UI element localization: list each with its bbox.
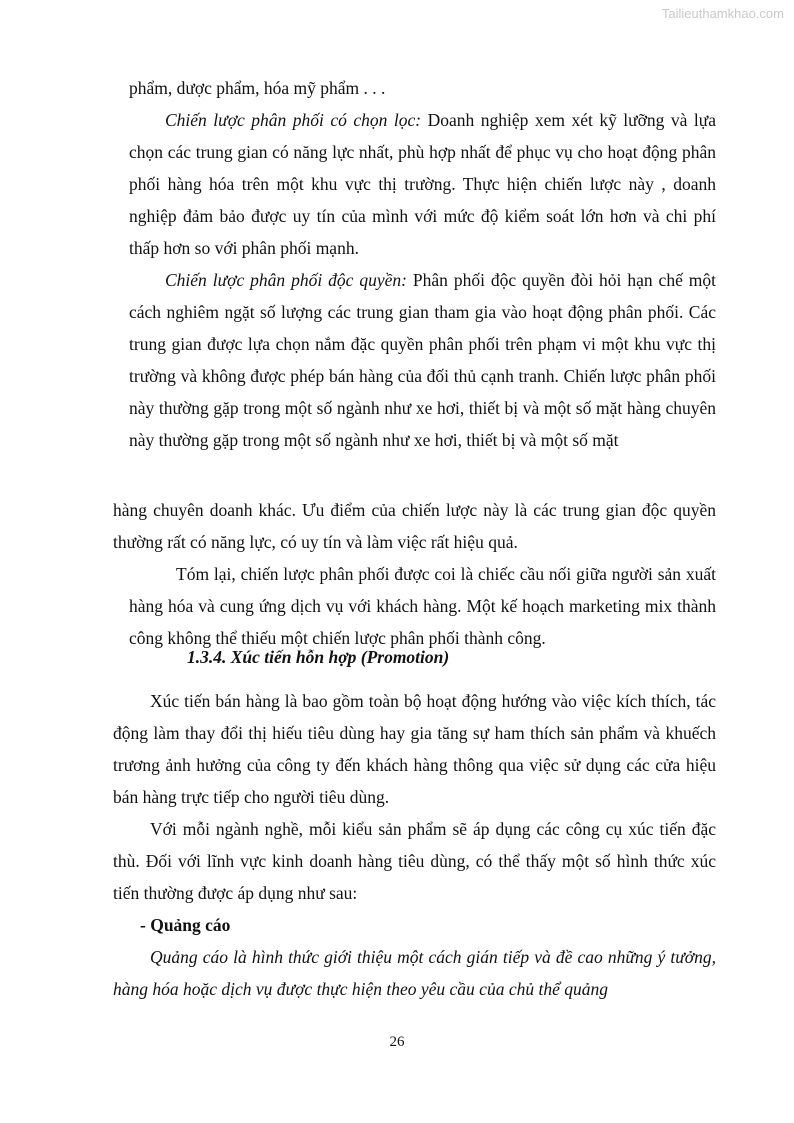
paragraph-text: Doanh nghiệp xem xét kỹ lưỡng và lựa chọn các trung gian có năng lực nhất, phù hợp nhất để phục vụ cho hoạt động phân phối hàng hóa trên một khu vực thị trường. Thực hiện chiến lược này , doanh nghiệp đảm bảo được uy tín của mình với mức độ kiểm soát lớn hơn và chi phí thấp hơn so với phân phối mạnh. (129, 110, 717, 258)
paragraph-selective-distribution (129, 104, 716, 264)
text-block-distribution (129, 72, 716, 456)
paragraph: hàng chuyên doanh khác. Ưu điểm của chiến lược này là các trung gian độc quyền thường rất có năng lực, có uy tín và làm việc rất hiệu quả. (113, 500, 716, 552)
paragraph: phẩm, dược phẩm, hóa mỹ phẩm . . . (129, 78, 386, 98)
text-block-summary (129, 558, 716, 654)
paragraph-exclusive-distribution (129, 264, 716, 456)
watermark: Tailieuthamkhao.com (661, 6, 784, 21)
paragraph: Xúc tiến bán hàng là bao gồm toàn bộ hoạt động hướng vào việc kích thích, tác động làm thay đổi thị hiếu tiêu dùng hay gia tăng sự ham thích sản phẩm và khuếch trương ảnh hưởng của công ty đến khách hàng thông qua việc sử dụng các cửa hiệu bán hàng trực tiếp cho người tiêu dùng. (113, 691, 716, 807)
term-label: Chiến lược phân phối có chọn lọc: (165, 110, 422, 130)
paragraph-summary: Tóm lại, chiến lược phân phối được coi là chiếc cầu nối giữa người sản xuất hàng hóa và cung ứng dịch vụ với khách hàng. Một kế hoạch marketing mix thành công không thể thiếu một chiến lược phân phối thành công. (129, 564, 716, 648)
text-block-continuation (113, 494, 716, 558)
page-number: 26 (389, 1034, 405, 1050)
paragraph-advertising: Quảng cáo là hình thức giới thiệu một cách gián tiếp và đề cao những ý tưởng, hàng hóa hoặc dịch vụ được thực hiện theo yêu cầu của chủ thể quảng (113, 947, 716, 999)
paragraph-text: Phân phối độc quyền đòi hỏi hạn chế một cách nghiêm ngặt số lượng các trung gian tham gia vào hoạt động phân phối. Các trung gian được lựa chọn nắm đặc quyền phân phối trên phạm vi một khu vực thị trường và không được phép bán hàng của đối thủ cạnh tranh. Chiến lược phân phối này thường gặp trong một số ngành như xe hơi, thiết bị và một số mặt hàng chuyên này thường gặp trong một số ngành như xe hơi, thiết bị và một số mặt (129, 270, 716, 450)
paragraph: Với mỗi ngành nghề, mỗi kiểu sản phẩm sẽ áp dụng các công cụ xúc tiến đặc thù. Đối với lĩnh vực kinh doanh hàng tiêu dùng, có thể thấy một số hình thức xúc tiến thường được áp dụng như sau: (113, 819, 716, 903)
subsection-label: - Quảng cáo (140, 915, 231, 935)
term-label: Chiến lược phân phối độc quyền: (165, 270, 407, 290)
text-block-promotion (113, 641, 716, 1005)
section-heading: 1.3.4. Xúc tiến hỗn hợp (Promotion) (187, 647, 450, 667)
